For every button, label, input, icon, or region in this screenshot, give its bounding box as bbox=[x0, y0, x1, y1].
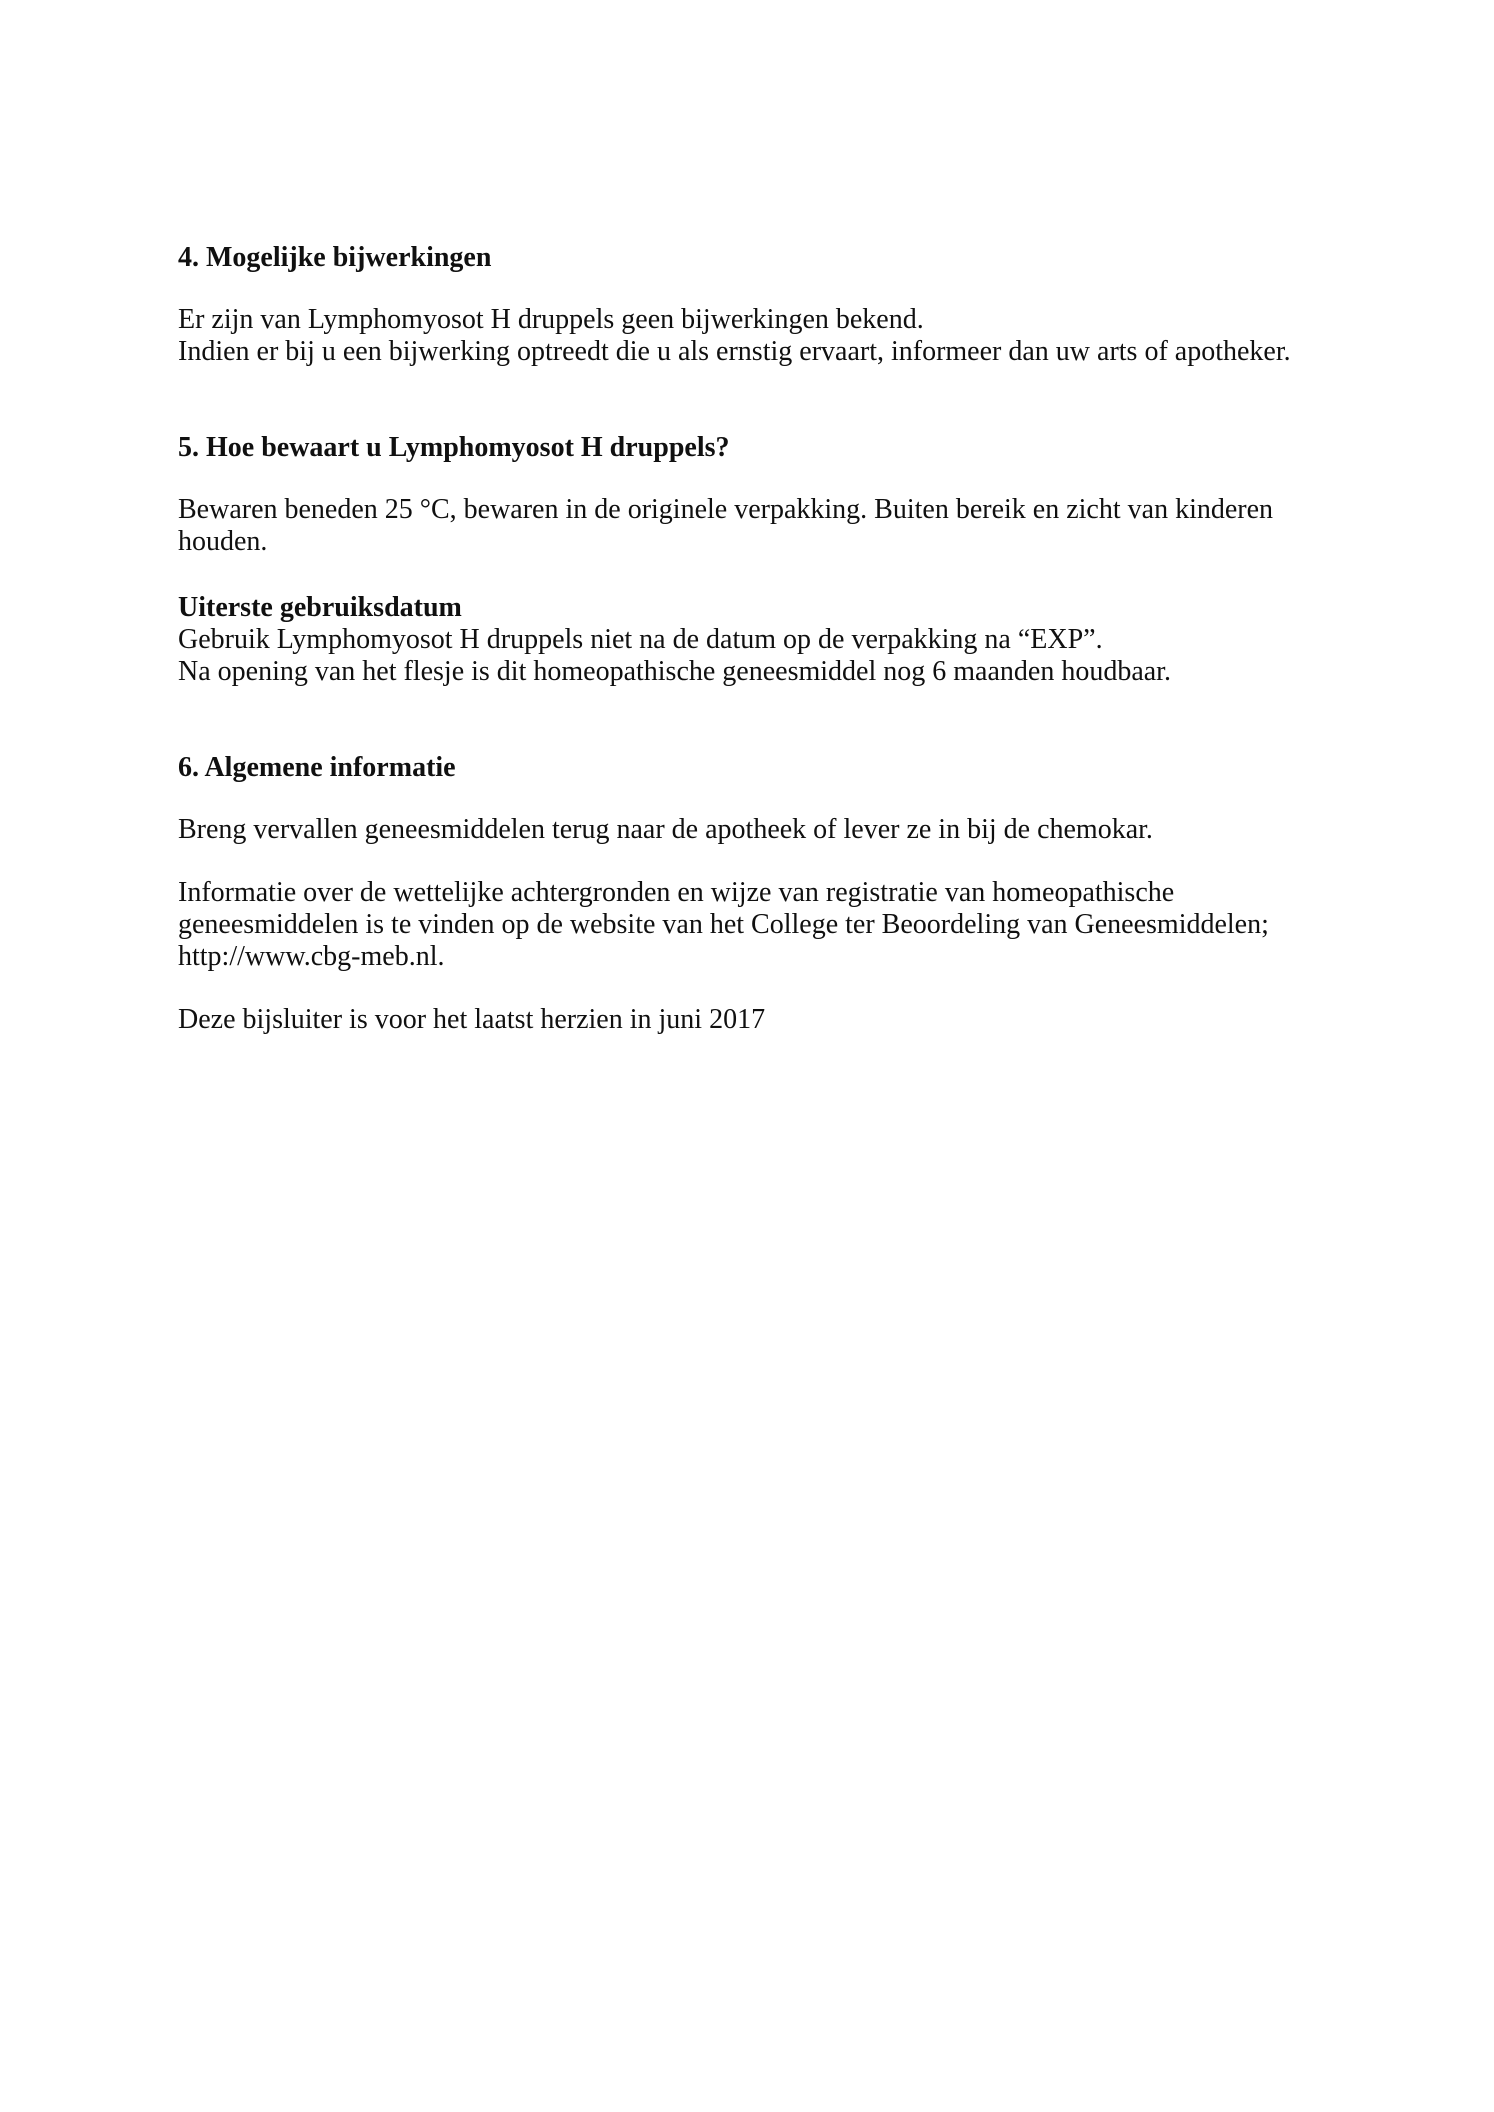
section-storage bbox=[178, 432, 1354, 688]
paragraph-line: Informatie over de wettelijke achtergronden en wijze van registratie van homeopathische bbox=[178, 877, 1175, 908]
paragraph-registration-info bbox=[178, 877, 1354, 973]
paragraph-line: Na opening van het flesje is dit homeopathische geneesmiddel nog 6 maanden houdbaar. bbox=[178, 656, 1171, 687]
paragraph bbox=[178, 304, 1354, 368]
section-heading: 6. Algemene informatie bbox=[178, 752, 456, 783]
paragraph-line: Indien er bij u een bijwerking optreedt die u als ernstig ervaart, informeer dan uw arts of apotheker. bbox=[178, 336, 1291, 367]
section-heading: 5. Hoe bewaart u Lymphomyosot H druppels? bbox=[178, 432, 730, 463]
website-url-line: http://www.cbg-meb.nl. bbox=[178, 941, 445, 972]
paragraph bbox=[178, 494, 1354, 558]
section-side-effects bbox=[178, 242, 1354, 368]
paragraph-expiry bbox=[178, 592, 1354, 688]
paragraph bbox=[178, 814, 1354, 846]
paragraph-line: Er zijn van Lymphomyosot H druppels geen bijwerkingen bekend. bbox=[178, 304, 924, 335]
paragraph-line: Gebruik Lymphomyosot H druppels niet na de datum op de verpakking na “EXP”. bbox=[178, 624, 1103, 655]
paragraph-line: houden. bbox=[178, 526, 268, 557]
paragraph-line: Bewaren beneden 25 °C, bewaren in de originele verpakking. Buiten bereik en zicht van kinderen bbox=[178, 494, 1274, 525]
sub-heading: Uiterste gebruiksdatum bbox=[178, 592, 462, 623]
section-general-info bbox=[178, 752, 1354, 1036]
section-heading: 4. Mogelijke bijwerkingen bbox=[178, 242, 492, 273]
paragraph-line: geneesmiddelen is te vinden op de website van het College ter Beoordeling van Geneesmiddelen; bbox=[178, 909, 1269, 940]
paragraph-line: Breng vervallen geneesmiddelen terug naar de apotheek of lever ze in bij de chemokar. bbox=[178, 814, 1153, 845]
paragraph-revision-date bbox=[178, 1004, 1354, 1036]
revision-date-line: Deze bijsluiter is voor het laatst herzien in juni 2017 bbox=[178, 1004, 766, 1035]
